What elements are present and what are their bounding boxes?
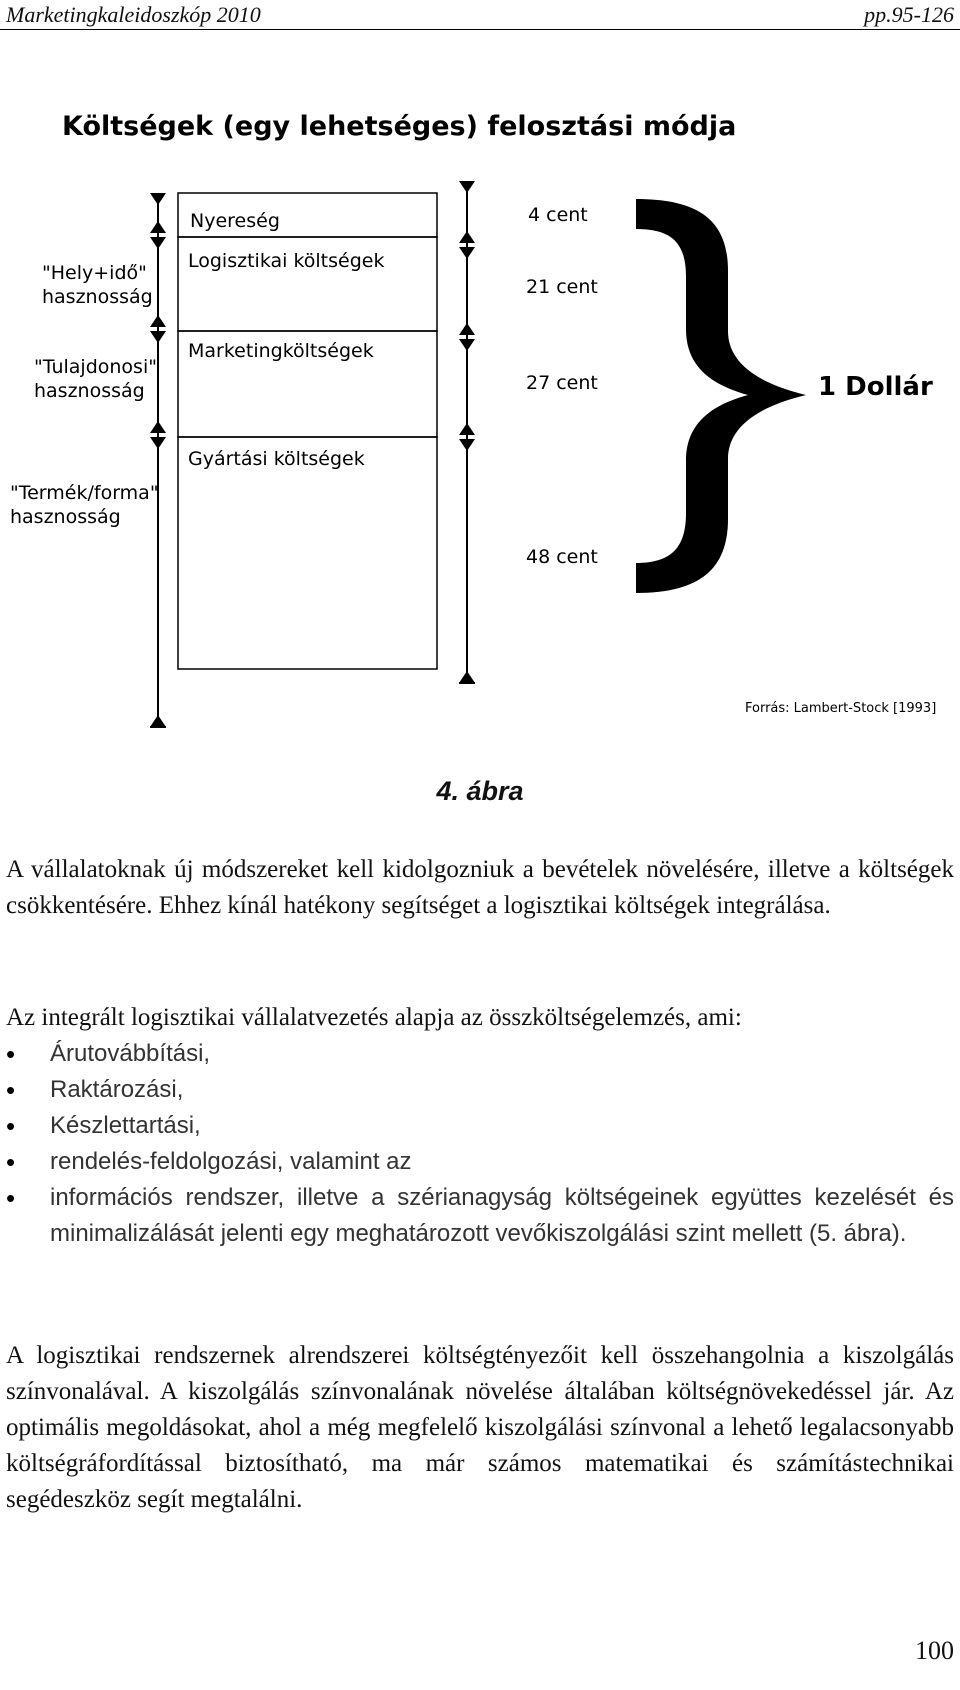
page-range: pp.95-126 [864, 2, 954, 27]
figure-source: Forrás: Lambert-Stock [1993] [745, 701, 937, 716]
cent-amounts [526, 204, 598, 568]
amount-production: 48 cent [526, 546, 598, 568]
amount-profit: 4 cent [528, 204, 588, 226]
paragraph-subsystems: A logisztikai rendszernek alrendszerei költségtényezőit kell összehangolnia a kiszolgálás színvonalával. A kiszolgálás színvonalának növelése általában költségnövekedéssel jár. Az optimális megoldásokat, ahol a még megfelelő kiszolgálási színvonal a lehető legalacsonyabb költségráfordítással biztosítható, ma már számos matematikai és számítástechnikai segédeszköz segít megtalálni. [6, 1342, 954, 1513]
utility-label-ownership-line1: "Tulajdonosi" [34, 356, 157, 378]
utility-label-product-form-line2: hasznosság [10, 506, 121, 528]
box-label-profit: Nyereség [190, 210, 280, 232]
paragraph-intro: A vállalatoknak új módszereket kell kidolgozniuk a bevételek növelésére, illetve a költségek csökkentésére. Ehhez kínál hatékony segítséget a logisztikai költségek integrálása. [6, 856, 954, 919]
box-label-marketing: Marketingköltségek [188, 340, 374, 362]
list-item: • információs rendszer, illetve a szérianagyság költségeinek együttes kezelését és minimalizálását jelenti egy meghatározott vevőkiszolgálási szint mellett (5. ábra). [6, 1180, 954, 1252]
figure-caption: 4. ábra [436, 776, 524, 806]
page-header [0, 0, 960, 30]
page-number: 100 [915, 1636, 954, 1665]
utility-labels [10, 262, 159, 528]
utility-label-product-form-line1: "Termék/forma" [10, 482, 159, 504]
cost-breakdown-figure [0, 95, 960, 785]
box-label-production: Gyártási költségek [188, 448, 365, 470]
header-rule [0, 29, 960, 30]
right-dimension-axis [459, 181, 475, 683]
utility-label-ownership-line2: hasznosság [34, 380, 145, 402]
amount-marketing: 27 cent [526, 372, 598, 394]
cost-component-list [6, 1036, 954, 1252]
left-dimension-axis [150, 193, 166, 727]
total-dollar-label: 1 Dollár [818, 372, 933, 402]
amount-logistics: 21 cent [526, 276, 598, 298]
journal-title: Marketingkaleidoszkóp 2010 [6, 2, 261, 27]
cost-stack [178, 193, 437, 669]
paragraph-total-cost: Az integrált logisztikai vállalatvezetés alapja az összköltségelemzés, ami: [6, 1004, 742, 1031]
figure-title: Költségek (egy lehetséges) felosztási módja [62, 111, 737, 142]
list-item: • Árutovábbítási, [6, 1036, 954, 1072]
curly-brace-shape [636, 199, 806, 593]
list-item: • Készlettartási, [6, 1108, 954, 1144]
box-label-logistics: Logisztikai költségek [188, 250, 385, 272]
utility-label-place-time-line2: hasznosság [42, 286, 153, 308]
list-item: • Raktározási, [6, 1072, 954, 1108]
figure-canvas [0, 95, 960, 785]
list-item: • rendelés-feldolgozási, valamint az [6, 1144, 954, 1180]
utility-label-place-time-line1: "Hely+idő" [42, 262, 147, 284]
